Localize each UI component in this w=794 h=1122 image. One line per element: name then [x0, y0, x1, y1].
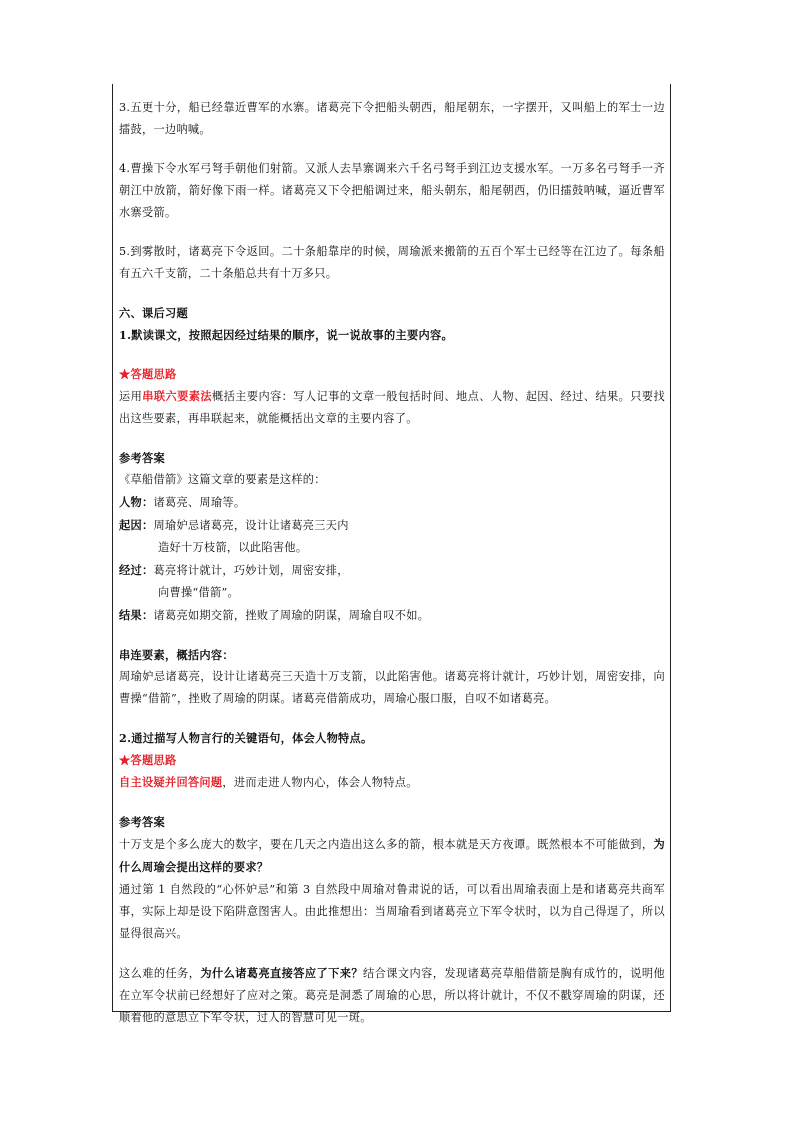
- step-4-paragraph: 4.曹操下令水军弓弩手朝他们射箭。又派人去旱寨调来六千名弓弩手到江边支援水军。一万多名弓弩手一齐朝江中放箭，箭好像下雨一样。诸葛亮又下令把船调过来，船头朝东，船尾朝西，仍旧擂鼓呐喊，逼近曹军水寨受箭。: [119, 162, 665, 219]
- element-result: [119, 604, 665, 627]
- q2-answer-title: 参考答案: [119, 815, 165, 829]
- step-5-paragraph: 5.到雾散时，诸葛亮下令返回。二十条船靠岸的时候，周瑜派来搬箭的五百个军士已经等在江边了。每条船有五六千支箭，二十条船总共有十万多只。: [119, 245, 665, 280]
- element-cause: [119, 514, 665, 537]
- q1-tip-rest: 概括主要内容：写人记事的文章一般包括时间、地点、人物、起因、经过、结果。只要找出这些要素，再串联起来，就能概括出文章的主要内容了。: [119, 390, 665, 425]
- cause-line-1: 周瑜妒忌诸葛亮，设计让诸葛亮三天内: [153, 519, 349, 532]
- step-3-paragraph: 3.五更十分，船已经靠近曹军的水寨。诸葛亮下令把船头朝西，船尾朝东，一字摆开，又叫船上的军士一边擂鼓，一边呐喊。: [119, 101, 665, 136]
- q2-para-3-rest: 结合课文内容，发现诸葛亮草船借箭是胸有成竹的，说明他在立军令状前已经想好了应对之策。葛亮是洞悉了周瑜的心思，所以将计就计，不仅不戳穿周瑜的阴谋，还顺着他的意思立下军令状，过人的智慧可见一斑。: [119, 967, 665, 1024]
- q2-para-3: [119, 962, 665, 1029]
- q1-tip-text: [119, 385, 665, 430]
- q2-para-3-prefix: 这么难的任务，: [119, 967, 201, 980]
- q1-tip-title: ★答题思路: [119, 367, 177, 381]
- q1-tip-prefix: 运用: [119, 390, 143, 403]
- q1-answer-intro: 《草船借箭》这篇文章的要素是这样的：: [119, 473, 326, 486]
- q2-para-1-question: 为什么周瑜会提出这样的要求？: [119, 837, 665, 874]
- result-label: 结果：: [119, 608, 154, 622]
- summary-text: 周瑜妒忌诸葛亮，设计让诸葛亮三天造十万支箭，以此陷害他。诸葛亮将计就计，巧妙计划，周密安排，向曹操“借箭”，挫败了周瑜的阴谋。诸葛亮借箭成功，周瑜心服口服，自叹不如诸葛亮。: [119, 670, 665, 705]
- process-line-2: 向曹操“借箭”。: [158, 586, 239, 599]
- people-text: 诸葛亮、周瑜等。: [153, 496, 246, 509]
- q2-tip-text: [119, 771, 665, 794]
- cause-label: 起因：: [119, 518, 154, 532]
- cause-line-2: 造好十万枝箭，以此陷害他。: [158, 541, 308, 554]
- q2-para-1: [119, 833, 665, 879]
- q2-para-3-question: 为什么诸葛亮直接答应了下来？: [200, 966, 364, 980]
- element-process: [119, 559, 665, 582]
- q2-tip-rest: ，进而走进人物内心，体会人物特点。: [222, 776, 418, 789]
- people-label: 人物：: [119, 495, 154, 509]
- q1-answer-title: 参考答案: [119, 451, 165, 465]
- document-body: [119, 97, 665, 1029]
- summary-title: 串连要素，概括内容：: [119, 648, 234, 662]
- q2-tip-title: ★答题思路: [119, 753, 177, 767]
- element-people: [119, 491, 665, 514]
- q2-para-1-text: 十万支是个多么庞大的数字，要在几天之内造出这么多的箭，根本就是天方夜谭。既然根本不可能做到，: [119, 838, 654, 851]
- process-label: 经过：: [119, 563, 154, 577]
- question-2: 2.通过描写人物言行的关键语句，体会人物特点。: [119, 731, 373, 745]
- process-line-1: 葛亮将计就计，巧妙计划，周密安排，: [153, 564, 349, 577]
- section-heading: 六、课后习题: [119, 306, 188, 320]
- q2-para-2: 通过第 1 自然段的“心怀妒忌”和第 3 自然段中周瑜对鲁肃说的话，可以看出周瑜表面上是和诸葛亮共商军事，实际上却是设下陷阱意图害人。由此推想出：当周瑜看到诸葛亮立下军令状时，以为自己得逞了，所以显得很高兴。: [119, 883, 665, 940]
- q2-tip-highlight: 自主设疑并回答问题: [119, 775, 223, 789]
- result-text: 诸葛亮如期交箭，挫败了周瑜的阴谋，周瑜自叹不如。: [153, 609, 430, 622]
- question-1: 1.默读课文，按照起因经过结果的顺序，说一说故事的主要内容。: [119, 328, 453, 342]
- q1-tip-highlight: 串联六要素法: [142, 389, 212, 403]
